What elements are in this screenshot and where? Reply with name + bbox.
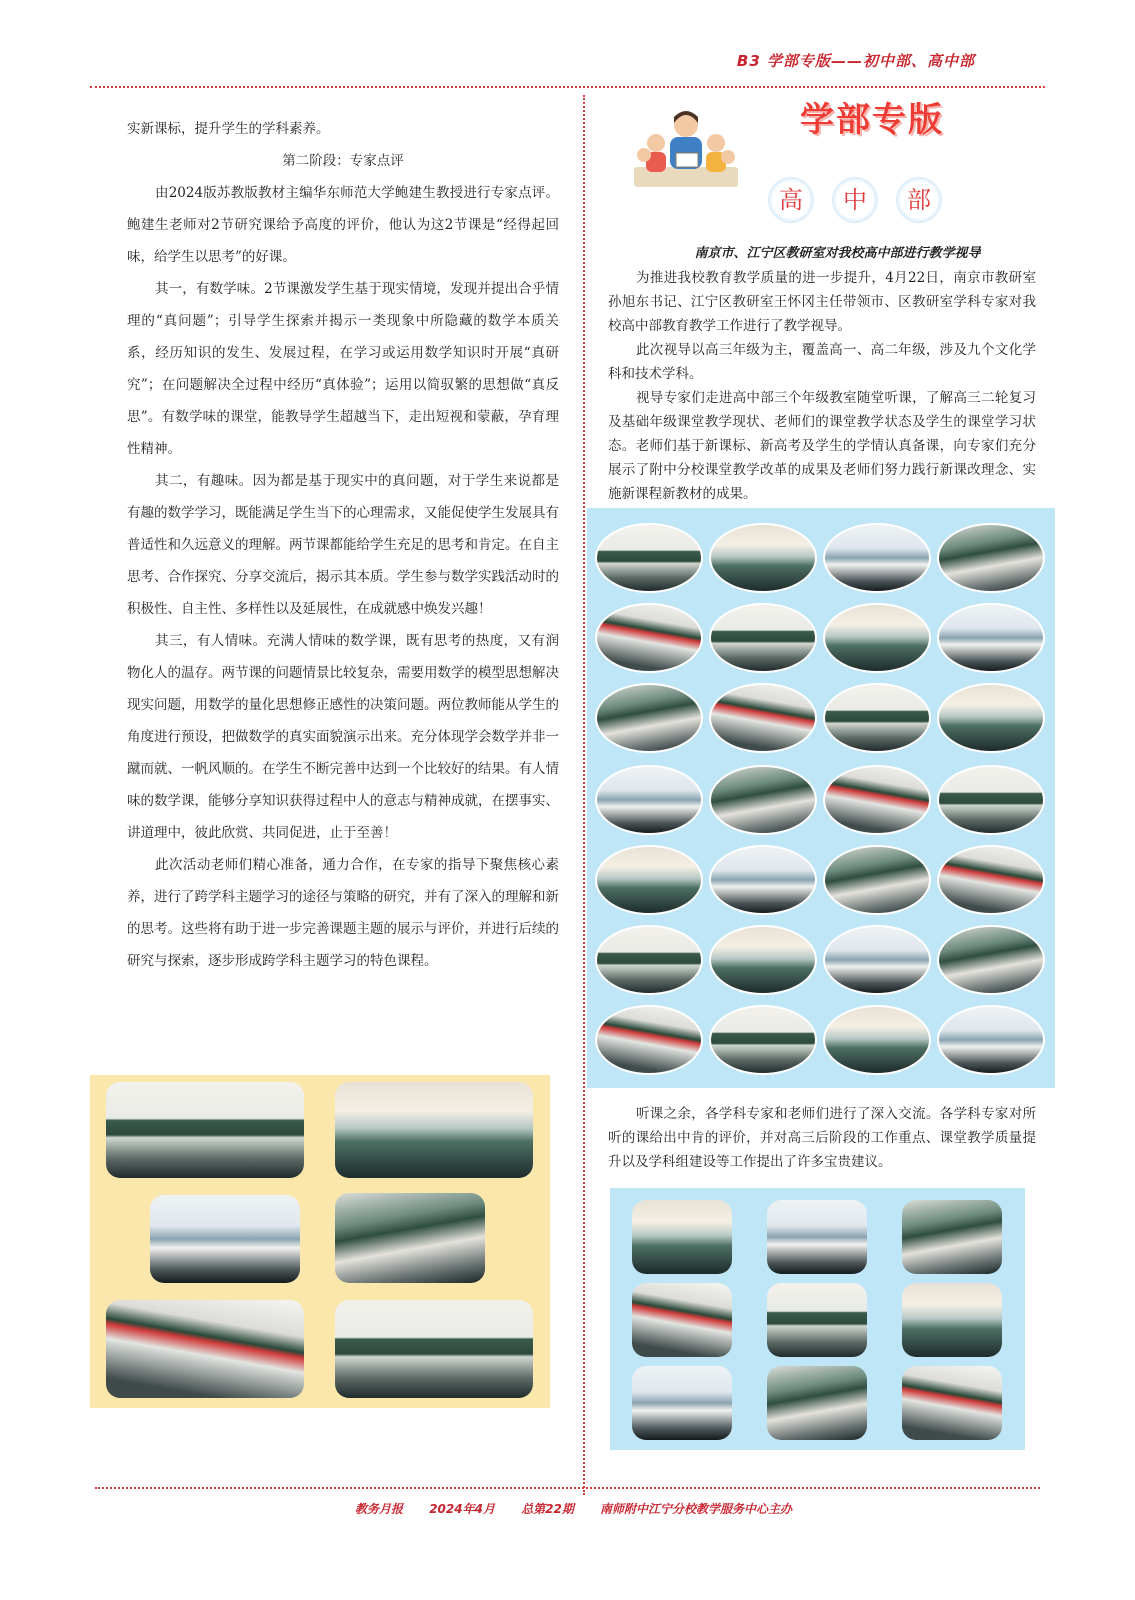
lesson-photo xyxy=(823,765,931,835)
right-photo-panel xyxy=(587,508,1055,1088)
lesson-photo xyxy=(937,765,1045,835)
page-footer xyxy=(355,1500,814,1517)
section-heading: 第二阶段：专家点评 xyxy=(282,153,404,169)
lesson-photo xyxy=(595,765,703,835)
page-header: B3 学部专版——初中部、高中部 xyxy=(736,52,975,70)
family-reading-icon xyxy=(632,103,740,191)
right-article xyxy=(608,266,1036,506)
left-photo-panel xyxy=(90,1075,550,1408)
classroom-photo xyxy=(335,1193,485,1283)
left-article xyxy=(127,113,559,977)
footer-publisher: 南师附中江宁分校教学服务中心主办 xyxy=(600,1502,793,1516)
lesson-photo xyxy=(937,845,1045,915)
footer-date: 2024年4月 xyxy=(429,1502,495,1516)
lesson-photo xyxy=(823,1005,931,1075)
lesson-photo xyxy=(937,1005,1045,1075)
lesson-photo xyxy=(823,683,931,753)
section-char: 中 xyxy=(832,177,878,223)
discussion-photo xyxy=(767,1200,867,1274)
right-article-continued xyxy=(608,1102,1036,1174)
right-paragraph: 此次视导以高三年级为主，覆盖高一、高二年级，涉及九个文化学科和技术学科。 xyxy=(608,342,1036,382)
discussion-photo xyxy=(902,1200,1002,1274)
lesson-photo xyxy=(709,925,817,995)
discussion-photo xyxy=(632,1283,732,1357)
lesson-photo xyxy=(709,845,817,915)
lesson-photo xyxy=(823,523,931,593)
article-title: 南京市、江宁区教研室对我校高中部进行教学视导 xyxy=(694,246,981,261)
lesson-photo xyxy=(709,765,817,835)
section-badges xyxy=(768,177,948,225)
banner-title: 学部专版 xyxy=(800,100,944,140)
classroom-photo xyxy=(150,1195,300,1283)
section-char: 高 xyxy=(768,177,814,223)
lesson-photo xyxy=(709,683,817,753)
header-divider xyxy=(90,86,1045,88)
discussion-photo xyxy=(632,1366,732,1440)
lesson-photo xyxy=(823,845,931,915)
group-photo xyxy=(335,1300,533,1398)
lesson-photo xyxy=(595,845,703,915)
classroom-photo xyxy=(106,1300,304,1398)
lesson-photo xyxy=(937,683,1045,753)
discussion-photo xyxy=(767,1366,867,1440)
lesson-photo xyxy=(595,523,703,593)
left-paragraph: 其一，有数学味。2节课激发学生基于现实情境，发现并提出合乎情理的“真问题”；引导学生探索并揭示一类现象中所隐藏的数学本质关系，经历知识的发生、发展过程，在学习或运用数学知识时开展“真研究”；在问题解决全过程中经历“真体验”；运用以简驭繁的思想做“真反思”。有数学味的课堂，能教导学生超越当下，走出短视和蒙蔽，孕育理性精神。 xyxy=(127,281,559,457)
lesson-photo xyxy=(595,603,703,673)
left-paragraph: 其二，有趣味。因为都是基于现实中的真问题，对于学生来说都是有趣的数学学习，既能满足学生当下的心理需求，又能促使学生发展具有普适性和久远意义的理解。两节课都能给学生充足的思考和肯定。在自主思考、合作探究、分享交流后，揭示其本质。学生参与数学实践活动时的积极性、自主性、多样性以及延展性，在成就感中焕发兴趣！ xyxy=(127,473,559,617)
discussion-photo-panel xyxy=(610,1188,1025,1450)
column-divider xyxy=(583,95,585,1495)
family-illustration xyxy=(632,103,740,191)
footer-publication: 教务月报 xyxy=(355,1502,404,1516)
lesson-photo xyxy=(823,925,931,995)
footer-divider xyxy=(95,1487,1040,1489)
lesson-photo xyxy=(709,603,817,673)
classroom-photo xyxy=(335,1082,533,1178)
left-paragraph: 由2024版苏教版教材主编华东师范大学鲍建生教授进行专家点评。鲍建生老师对2节研究课给予高度的评价，他认为这2节课是“经得起回味，给学生以思考”的好课。 xyxy=(127,185,559,265)
left-paragraph: 其三，有人情味。充满人情味的数学课，既有思考的热度，又有润物化人的温存。两节课的问题情景比较复杂，需要用数学的模型思想解决现实问题，用数学的量化思想修正感性的决策问题。两位教师能从学生的角度进行预设，把做数学的真实面貌演示出来。充分体现学会数学并非一蹴而就、一帆风顺的。在学生不断完善中达到一个比较好的结果。有人情味的数学课，能够分享知识获得过程中人的意志与精神成就，在摆事实、讲道理中，彼此欣赏、共同促进，止于至善！ xyxy=(127,633,559,841)
discussion-photo xyxy=(902,1283,1002,1357)
right-paragraph: 听课之余，各学科专家和老师们进行了深入交流。各学科专家对所听的课给出中肯的评价，并对高三后阶段的工作重点、课堂教学质量提升以及学科组建设等工作提出了许多宝贵建议。 xyxy=(608,1106,1036,1170)
section-char: 部 xyxy=(896,177,942,223)
left-paragraph: 此次活动老师们精心准备，通力合作，在专家的指导下聚焦核心素养，进行了跨学科主题学习的途径与策略的研究，并有了深入的理解和新的思考。这些将有助于进一步完善课题主题的展示与评价，并进行后续的研究与探索，逐步形成跨学科主题学习的特色课程。 xyxy=(127,857,559,969)
footer-issue: 总第22期 xyxy=(521,1502,574,1516)
lesson-photo xyxy=(937,523,1045,593)
lesson-photo xyxy=(595,683,703,753)
lesson-photo xyxy=(595,925,703,995)
right-paragraph: 为推进我校教育教学质量的进一步提升，4月22日，南京市教研室孙旭东书记、江宁区教研室王怀冈主任带领市、区教研室学科专家对我校高中部教育教学工作进行了教学视导。 xyxy=(608,270,1036,334)
classroom-photo xyxy=(106,1082,304,1178)
discussion-photo xyxy=(902,1366,1002,1440)
lesson-photo xyxy=(709,523,817,593)
lesson-photo xyxy=(937,925,1045,995)
discussion-photo xyxy=(767,1283,867,1357)
lesson-photo xyxy=(595,1005,703,1075)
right-paragraph: 视导专家们走进高中部三个年级教室随堂听课，了解高三二轮复习及基础年级课堂教学现状、老师们的课堂教学状态及学生的课堂学习状态。老师们基于新课标、新高考及学生的学情认真备课，向专家们充分展示了附中分校课堂教学改革的成果及老师们努力践行新课改理念、实施新课程新教材的成果。 xyxy=(608,390,1036,502)
left-paragraph: 实新课标，提升学生的学科素养。 xyxy=(127,121,330,137)
lesson-photo xyxy=(823,603,931,673)
discussion-photo xyxy=(632,1200,732,1274)
lesson-photo xyxy=(937,603,1045,673)
lesson-photo xyxy=(709,1005,817,1075)
